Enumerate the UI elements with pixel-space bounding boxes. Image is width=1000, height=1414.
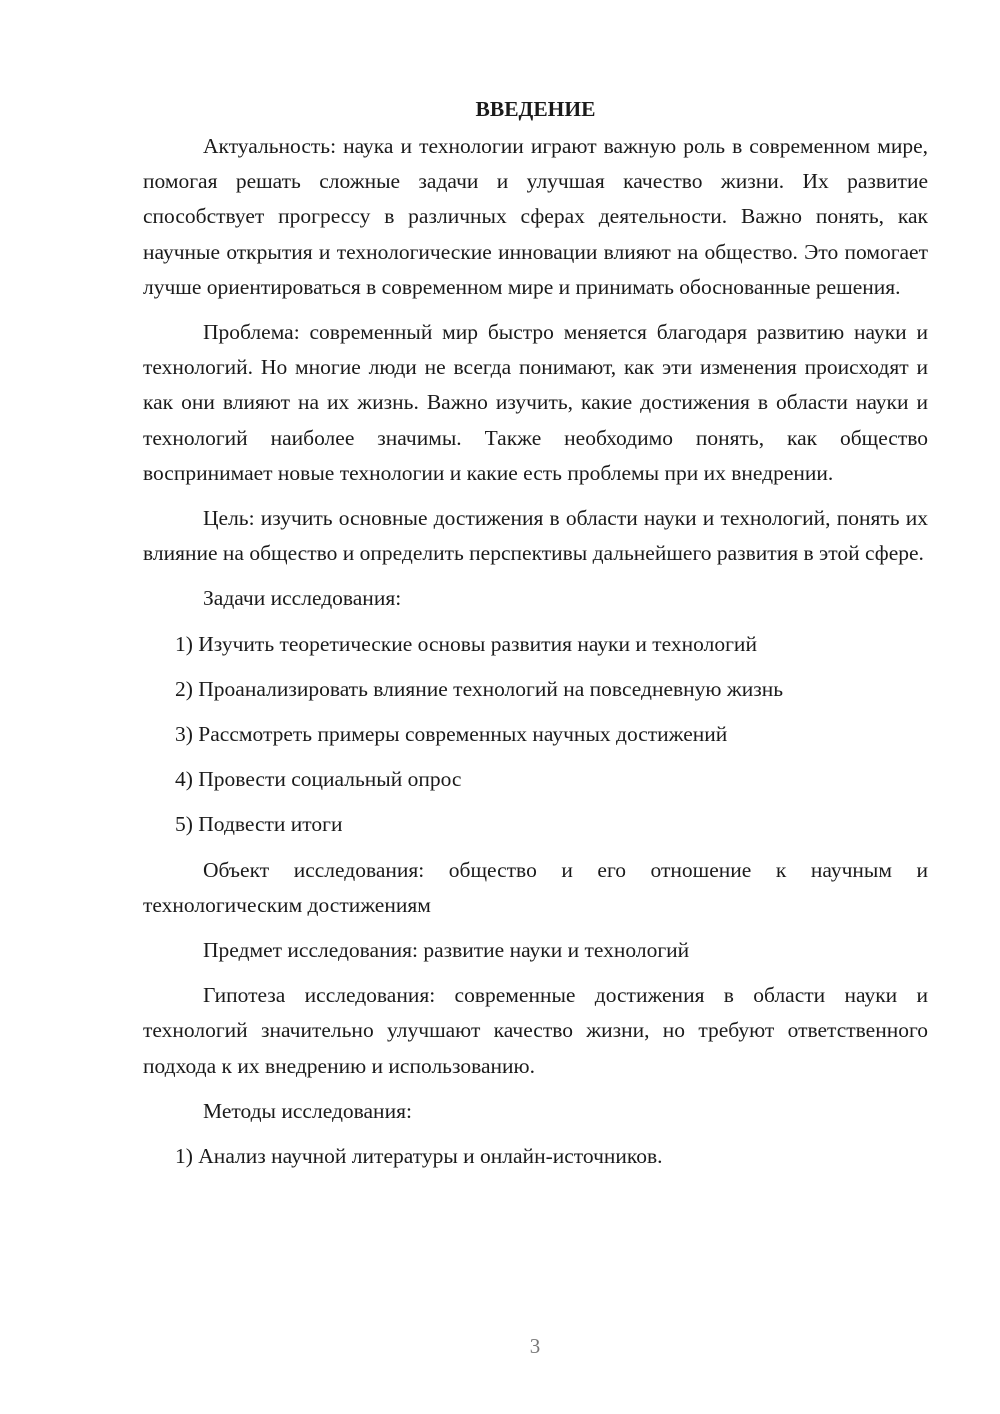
list-item: 1) Анализ научной литературы и онлайн-источников. — [175, 1144, 663, 1169]
list-item: 3) Рассмотреть примеры современных научных достижений — [175, 722, 728, 747]
methods-label: Методы исследования: — [203, 1098, 412, 1123]
tasks-label: Задачи исследования: — [203, 586, 402, 611]
object-paragraph: Объект исследования: общество и его отношение к научным и технологическим достижениям — [143, 857, 928, 917]
problem-paragraph: Проблема: современный мир быстро меняется благодаря развитию науки и технологий. Но многие люди не всегда понимают, как эти изменения происходят и как они влияют на их жизнь. Важно изучить, какие достижения в области науки и технологий наиболее значимы. Также необходимо понять, как общество воспринимает новые технологии и какие есть проблемы при их внедрении. — [143, 320, 928, 485]
list-item: 5) Подвести итоги — [175, 812, 343, 837]
goal-paragraph: Цель: изучить основные достижения в области науки и технологий, понять их влияние на общество и определить перспективы дальнейшего развития в этой сфере. — [143, 506, 928, 566]
list-item: 4) Провести социальный опрос — [175, 767, 462, 792]
list-item: 2) Проанализировать влияние технологий на повседневную жизнь — [175, 676, 784, 701]
document-body — [143, 92, 928, 1184]
page-title: ВВЕДЕНИЕ — [475, 97, 596, 121]
page-number: 3 — [529, 1334, 541, 1358]
relevance-paragraph: Актуальность: наука и технологии играют важную роль в современном мире, помогая решать сложные задачи и улучшая качество жизни. Их развитие способствует прогрессу в различных сферах деятельности. Важно понять, как научные открытия и технологические инновации влияют на общество. Это помогает лучше ориентироваться в современном мире и принимать обоснованные решения. — [143, 134, 928, 299]
hypothesis-paragraph: Гипотеза исследования: современные достижения в области науки и технологий значительно улучшают качество жизни, но требуют ответственного подхода к их внедрению и использованию. — [143, 983, 928, 1078]
tasks-list — [143, 627, 928, 843]
methods-list — [143, 1139, 928, 1174]
list-item: 1) Изучить теоретические основы развития науки и технологий — [175, 631, 757, 656]
subject-paragraph: Предмет исследования: развитие науки и технологий — [203, 938, 690, 963]
